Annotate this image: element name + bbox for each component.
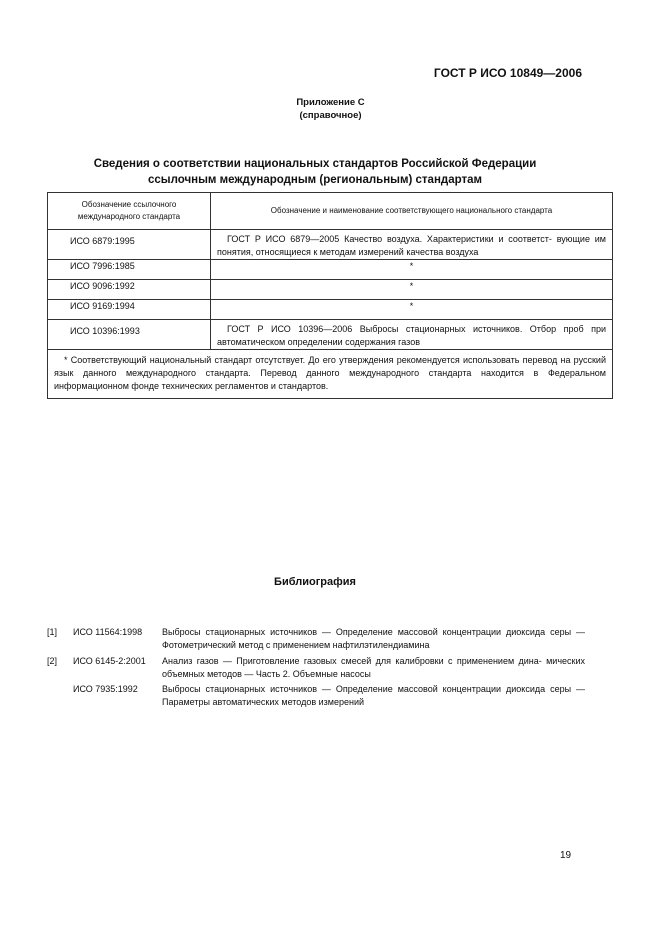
ref-cell (48, 230, 211, 260)
bib-number: [1] (47, 627, 58, 637)
nat-cell (211, 230, 613, 260)
bib-description (162, 626, 585, 652)
footnote-line2: перевод на русский язык данного международного стандарта. Перевод данного международного стандарта (54, 355, 606, 378)
bib-line1: Выбросы стационарных источников — Определение массовой концентрации диоксида (162, 684, 546, 694)
bib-code: ИСО 7935:1992 (73, 684, 138, 694)
bib-line2: серы — Параметры автоматических методов измерений (162, 684, 585, 707)
ref-cell: ИСО 9096:1992 (48, 280, 211, 300)
bib-code: ИСО 11564:1998 (73, 627, 143, 637)
ref-cell: ИСО 9169:1994 (48, 300, 211, 320)
bib-number: [2] (47, 656, 58, 666)
nat-line1: ГОСТ Р ИСО 10396—2006 Выбросы стационарных источников. Отбор (227, 324, 557, 334)
footnote-line1: * Соответствующий национальный стандарт отсутствует. До его утверждения рекомендуется использовать (64, 355, 520, 365)
bib-line1: Выбросы стационарных источников — Определение массовой концентрации диоксида (162, 627, 546, 637)
nat-cell: * (211, 280, 613, 300)
page-number: 19 (560, 850, 572, 861)
document-code: ГОСТ Р ИСО 10849—2006 (433, 66, 582, 80)
table-footnote (48, 350, 613, 399)
footnote-line3: находится в Федеральном информационном фонде технических регламентов и стандартов. (54, 368, 606, 391)
bib-line1: Анализ газов — Приготовление газовых смесей для калибровки с применением дина- (162, 656, 542, 666)
bib-line2: мических объемных методов — Часть 2. Объемные насосы (162, 656, 585, 679)
section-title-line1: Сведения о соответствии национальных стандартов Российской Федерации (93, 158, 537, 170)
section-title (0, 156, 630, 188)
table-row (48, 300, 613, 320)
col1-header-line2: международного стандарта (77, 212, 181, 221)
nat-text (211, 230, 612, 259)
bib-line2: серы — Фотометрический метод с применением нафтилэтилендиамина (162, 627, 585, 650)
ref-cell: ИСО 7996:1985 (48, 260, 211, 280)
nat-line1: ГОСТ Р ИСО 6879—2005 Качество воздуха. Характеристики и соответст- (227, 234, 552, 244)
table-row (48, 260, 613, 280)
nat-line2: вующие им понятия, относящиеся к методам измерений качества воздуха (217, 234, 606, 257)
col1-header (48, 193, 211, 230)
appendix-heading (0, 96, 661, 122)
ref-value: ИСО 6879:1995 (70, 236, 135, 246)
ref-value: ИСО 10396:1993 (70, 326, 140, 336)
nat-text (211, 320, 612, 349)
appendix-title: Приложение С (296, 97, 365, 108)
nat-line2: проб при автоматическом определении содержания газов (217, 324, 606, 347)
correspondence-table (47, 192, 613, 399)
ref-cell (48, 320, 211, 350)
nat-cell (211, 320, 613, 350)
section-title-line2: ссылочным международным (региональным) стандартам (147, 174, 483, 186)
table-row (48, 230, 613, 260)
col2-header: Обозначение и наименование соответствующего национального стандарта (211, 193, 613, 230)
table-row (48, 280, 613, 300)
col1-header-line1: Обозначение ссылочного (81, 200, 177, 209)
bibliography-title: Библиография (274, 576, 356, 588)
bib-description (162, 655, 585, 681)
table-header-row (48, 193, 613, 230)
bib-code: ИСО 6145-2:2001 (73, 656, 146, 666)
table-row (48, 320, 613, 350)
bib-description (162, 683, 585, 709)
nat-cell: * (211, 260, 613, 280)
table-footnote-row (48, 350, 613, 399)
nat-cell: * (211, 300, 613, 320)
appendix-subtitle: (справочное) (299, 110, 362, 121)
